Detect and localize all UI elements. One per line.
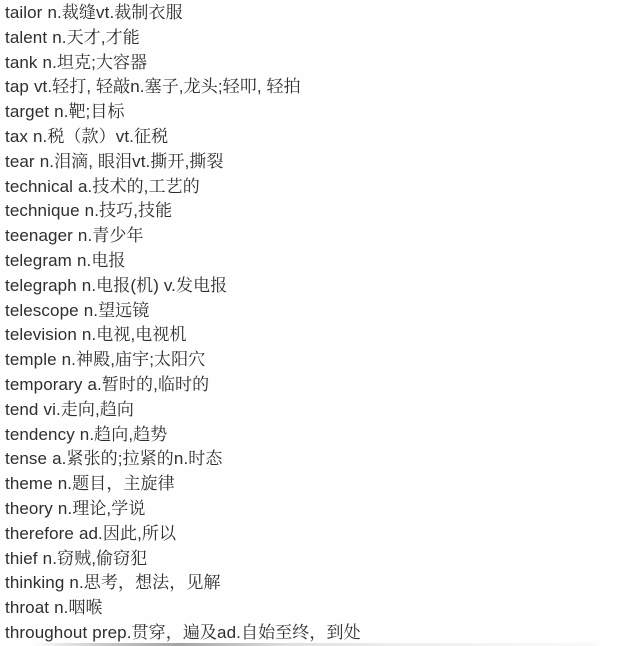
vocab-entry bbox=[5, 299, 628, 324]
vocab-entry bbox=[5, 497, 628, 522]
vocab-entry bbox=[5, 224, 628, 249]
entry-definition: n.题目，主旋律 bbox=[57, 474, 175, 494]
entry-word: theme bbox=[5, 474, 53, 494]
entry-definition: n.趋向,趋势 bbox=[79, 424, 168, 444]
entry-word: telegram bbox=[5, 250, 72, 270]
entry-word: technical bbox=[5, 176, 73, 196]
vocab-entry bbox=[5, 447, 628, 472]
entry-word: therefore bbox=[5, 523, 74, 543]
entry-definition: n.咽喉 bbox=[54, 598, 103, 618]
entry-definition: n.思考，想法，见解 bbox=[69, 573, 221, 593]
entry-definition: ad.因此,所以 bbox=[78, 523, 177, 543]
entry-definition: a.暂时的,临时的 bbox=[87, 374, 210, 394]
entry-definition: n.理论,学说 bbox=[57, 498, 146, 518]
entry-word: telescope bbox=[5, 300, 79, 320]
entry-word: talent bbox=[5, 27, 48, 47]
vocab-entry bbox=[5, 249, 628, 274]
entry-definition: n.窃贼,偷窃犯 bbox=[42, 548, 148, 568]
vocab-entry bbox=[5, 423, 628, 448]
vocab-entry bbox=[5, 274, 628, 299]
entry-word: teenager bbox=[5, 226, 73, 246]
entry-word: tear bbox=[5, 151, 35, 171]
entry-word: throat bbox=[5, 598, 50, 618]
vocab-entry bbox=[5, 51, 628, 76]
vocab-entry bbox=[5, 547, 628, 572]
entry-word: tank bbox=[5, 52, 38, 72]
entry-definition: vt.轻打, 轻敲n.塞子,龙头;轻叩, 轻拍 bbox=[33, 77, 301, 97]
entry-word: television bbox=[5, 325, 77, 345]
vocab-entry bbox=[5, 522, 628, 547]
entry-word: temporary bbox=[5, 374, 83, 394]
vocab-entry bbox=[5, 596, 628, 621]
entry-word: tax bbox=[5, 126, 28, 146]
entry-word: thinking bbox=[5, 573, 65, 593]
vocab-entry bbox=[5, 100, 628, 125]
vocab-entry bbox=[5, 175, 628, 200]
entry-word: throughout bbox=[5, 622, 88, 642]
entry-definition: n.坦克;大容器 bbox=[42, 52, 148, 72]
entry-word: tend bbox=[5, 399, 39, 419]
entry-definition: vi.走向,趋向 bbox=[43, 399, 135, 419]
vocab-entry bbox=[5, 26, 628, 51]
vocab-entry bbox=[5, 150, 628, 175]
entry-definition: n.电视,电视机 bbox=[81, 325, 187, 345]
entry-definition: n.望远镜 bbox=[83, 300, 150, 320]
entry-definition: prep.贯穿，遍及ad.自始至终，到处 bbox=[92, 622, 361, 642]
vocab-entry bbox=[5, 571, 628, 596]
entry-definition: n.电报(机) v.发电报 bbox=[81, 275, 228, 295]
vocab-entry bbox=[5, 1, 628, 26]
entry-definition: n.天才,才能 bbox=[52, 27, 140, 47]
vocab-entry bbox=[5, 75, 628, 100]
vocab-entry bbox=[5, 373, 628, 398]
entry-word: tendency bbox=[5, 424, 75, 444]
entry-definition: n.电报 bbox=[76, 250, 126, 270]
entry-definition: n.技巧,技能 bbox=[84, 201, 173, 221]
vocab-entry bbox=[5, 398, 628, 423]
vocab-entry bbox=[5, 621, 628, 646]
entry-word: tailor bbox=[5, 3, 43, 22]
entry-definition: n.税（款）vt.征税 bbox=[32, 126, 169, 146]
entry-word: temple bbox=[5, 350, 57, 370]
entry-word: thief bbox=[5, 548, 38, 568]
entry-word: tense bbox=[5, 449, 48, 469]
entry-word: tap bbox=[5, 77, 29, 97]
vocab-entry bbox=[5, 125, 628, 150]
vocab-entry bbox=[5, 348, 628, 373]
entry-definition: n.神殿,庙宇;太阳穴 bbox=[61, 350, 206, 370]
entry-definition: n.裁缝vt.裁制衣服 bbox=[47, 3, 183, 22]
entry-word: theory bbox=[5, 498, 53, 518]
entry-word: target bbox=[5, 102, 50, 122]
vocab-entry bbox=[5, 199, 628, 224]
entry-definition: n.靶;目标 bbox=[54, 102, 125, 122]
entry-definition: a.技术的,工艺的 bbox=[78, 176, 200, 196]
entry-word: telegraph bbox=[5, 275, 77, 295]
entry-word: technique bbox=[5, 201, 80, 221]
entry-definition: a.紧张的;拉紧的n.时态 bbox=[52, 449, 223, 469]
entry-definition: n.泪滴, 眼泪vt.撕开,撕裂 bbox=[39, 151, 224, 171]
vocab-entry bbox=[5, 472, 628, 497]
entry-definition: n.青少年 bbox=[77, 226, 144, 246]
vocab-entry bbox=[5, 323, 628, 348]
